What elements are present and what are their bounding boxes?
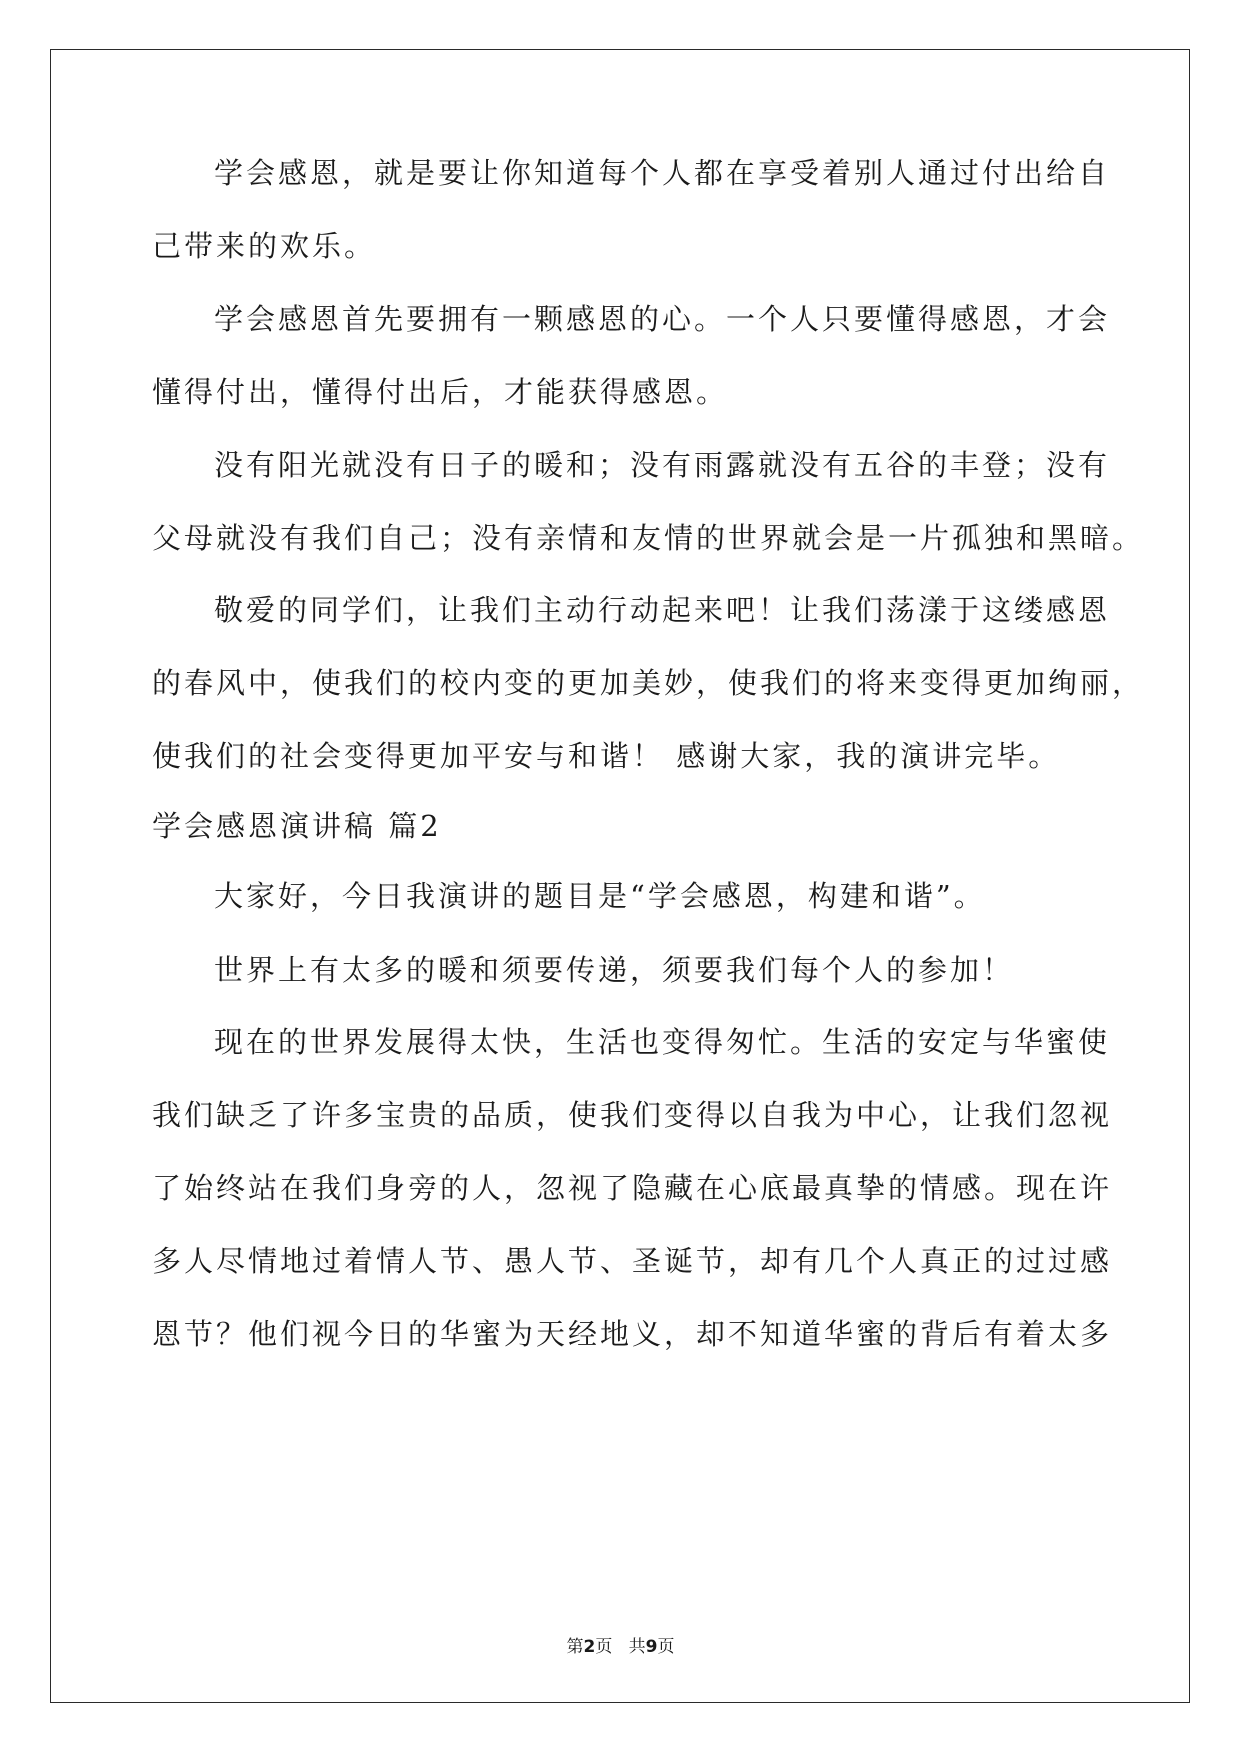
paragraph-line: 敬爱的同学们，让我们主动行动起来吧！让我们荡漾于这缕感恩 [214, 593, 1111, 627]
paragraph-line: 我们缺乏了许多宝贵的品质，使我们变得以自我为中心，让我们忽视 [152, 1098, 1113, 1132]
current-page-number: 2 [583, 1637, 596, 1657]
paragraph-line: 恩节？他们视今日的华蜜为天经地义，却不知道华蜜的背后有着太多 [152, 1317, 1113, 1351]
paragraph-line: 学会感恩首先要拥有一颗感恩的心。一个人只要懂得感恩，才会 [214, 302, 1111, 336]
paragraph-line: 了始终站在我们身旁的人，忽视了隐藏在心底最真挚的情感。现在许 [152, 1171, 1113, 1205]
paragraph-line: 使我们的社会变得更加平安与和谐！ 感谢大家，我的演讲完毕。 [152, 739, 1061, 773]
paragraph-line: 大家好，今日我演讲的题目是“学会感恩，构建和谐”。 [214, 879, 986, 913]
page-footer [0, 1632, 1241, 1657]
paragraph-line: 学会感恩，就是要让你知道每个人都在享受着别人通过付出给自 [214, 156, 1111, 190]
paragraph-line: 世界上有太多的暖和须要传递，须要我们每个人的参加！ [214, 953, 1015, 987]
paragraph-line: 的春风中，使我们的校内变的更加美妙，使我们的将来变得更加绚丽， [152, 666, 1145, 700]
paragraph-line: 懂得付出，懂得付出后，才能获得感恩。 [152, 375, 729, 409]
footer-page-word: 页 [595, 1637, 613, 1657]
paragraph-line: 己带来的欢乐。 [152, 229, 377, 263]
footer-total-prefix: 共 [628, 1637, 646, 1657]
footer-prefix: 第 [566, 1637, 584, 1657]
paragraph-line: 多人尽情地过着情人节、愚人节、圣诞节，却有几个人真正的过过感 [152, 1244, 1113, 1278]
paragraph-line: 没有阳光就没有日子的暖和；没有雨露就没有五谷的丰登；没有 [214, 448, 1111, 482]
section-heading: 学会感恩演讲稿 篇2 [152, 809, 442, 843]
footer-total-word: 页 [657, 1637, 675, 1657]
paragraph-line: 现在的世界发展得太快，生活也变得匆忙。生活的安定与华蜜使 [214, 1025, 1111, 1059]
paragraph-line: 父母就没有我们自己；没有亲情和友情的世界就会是一片孤独和黑暗。 [152, 521, 1145, 555]
total-pages-number: 9 [645, 1637, 658, 1657]
